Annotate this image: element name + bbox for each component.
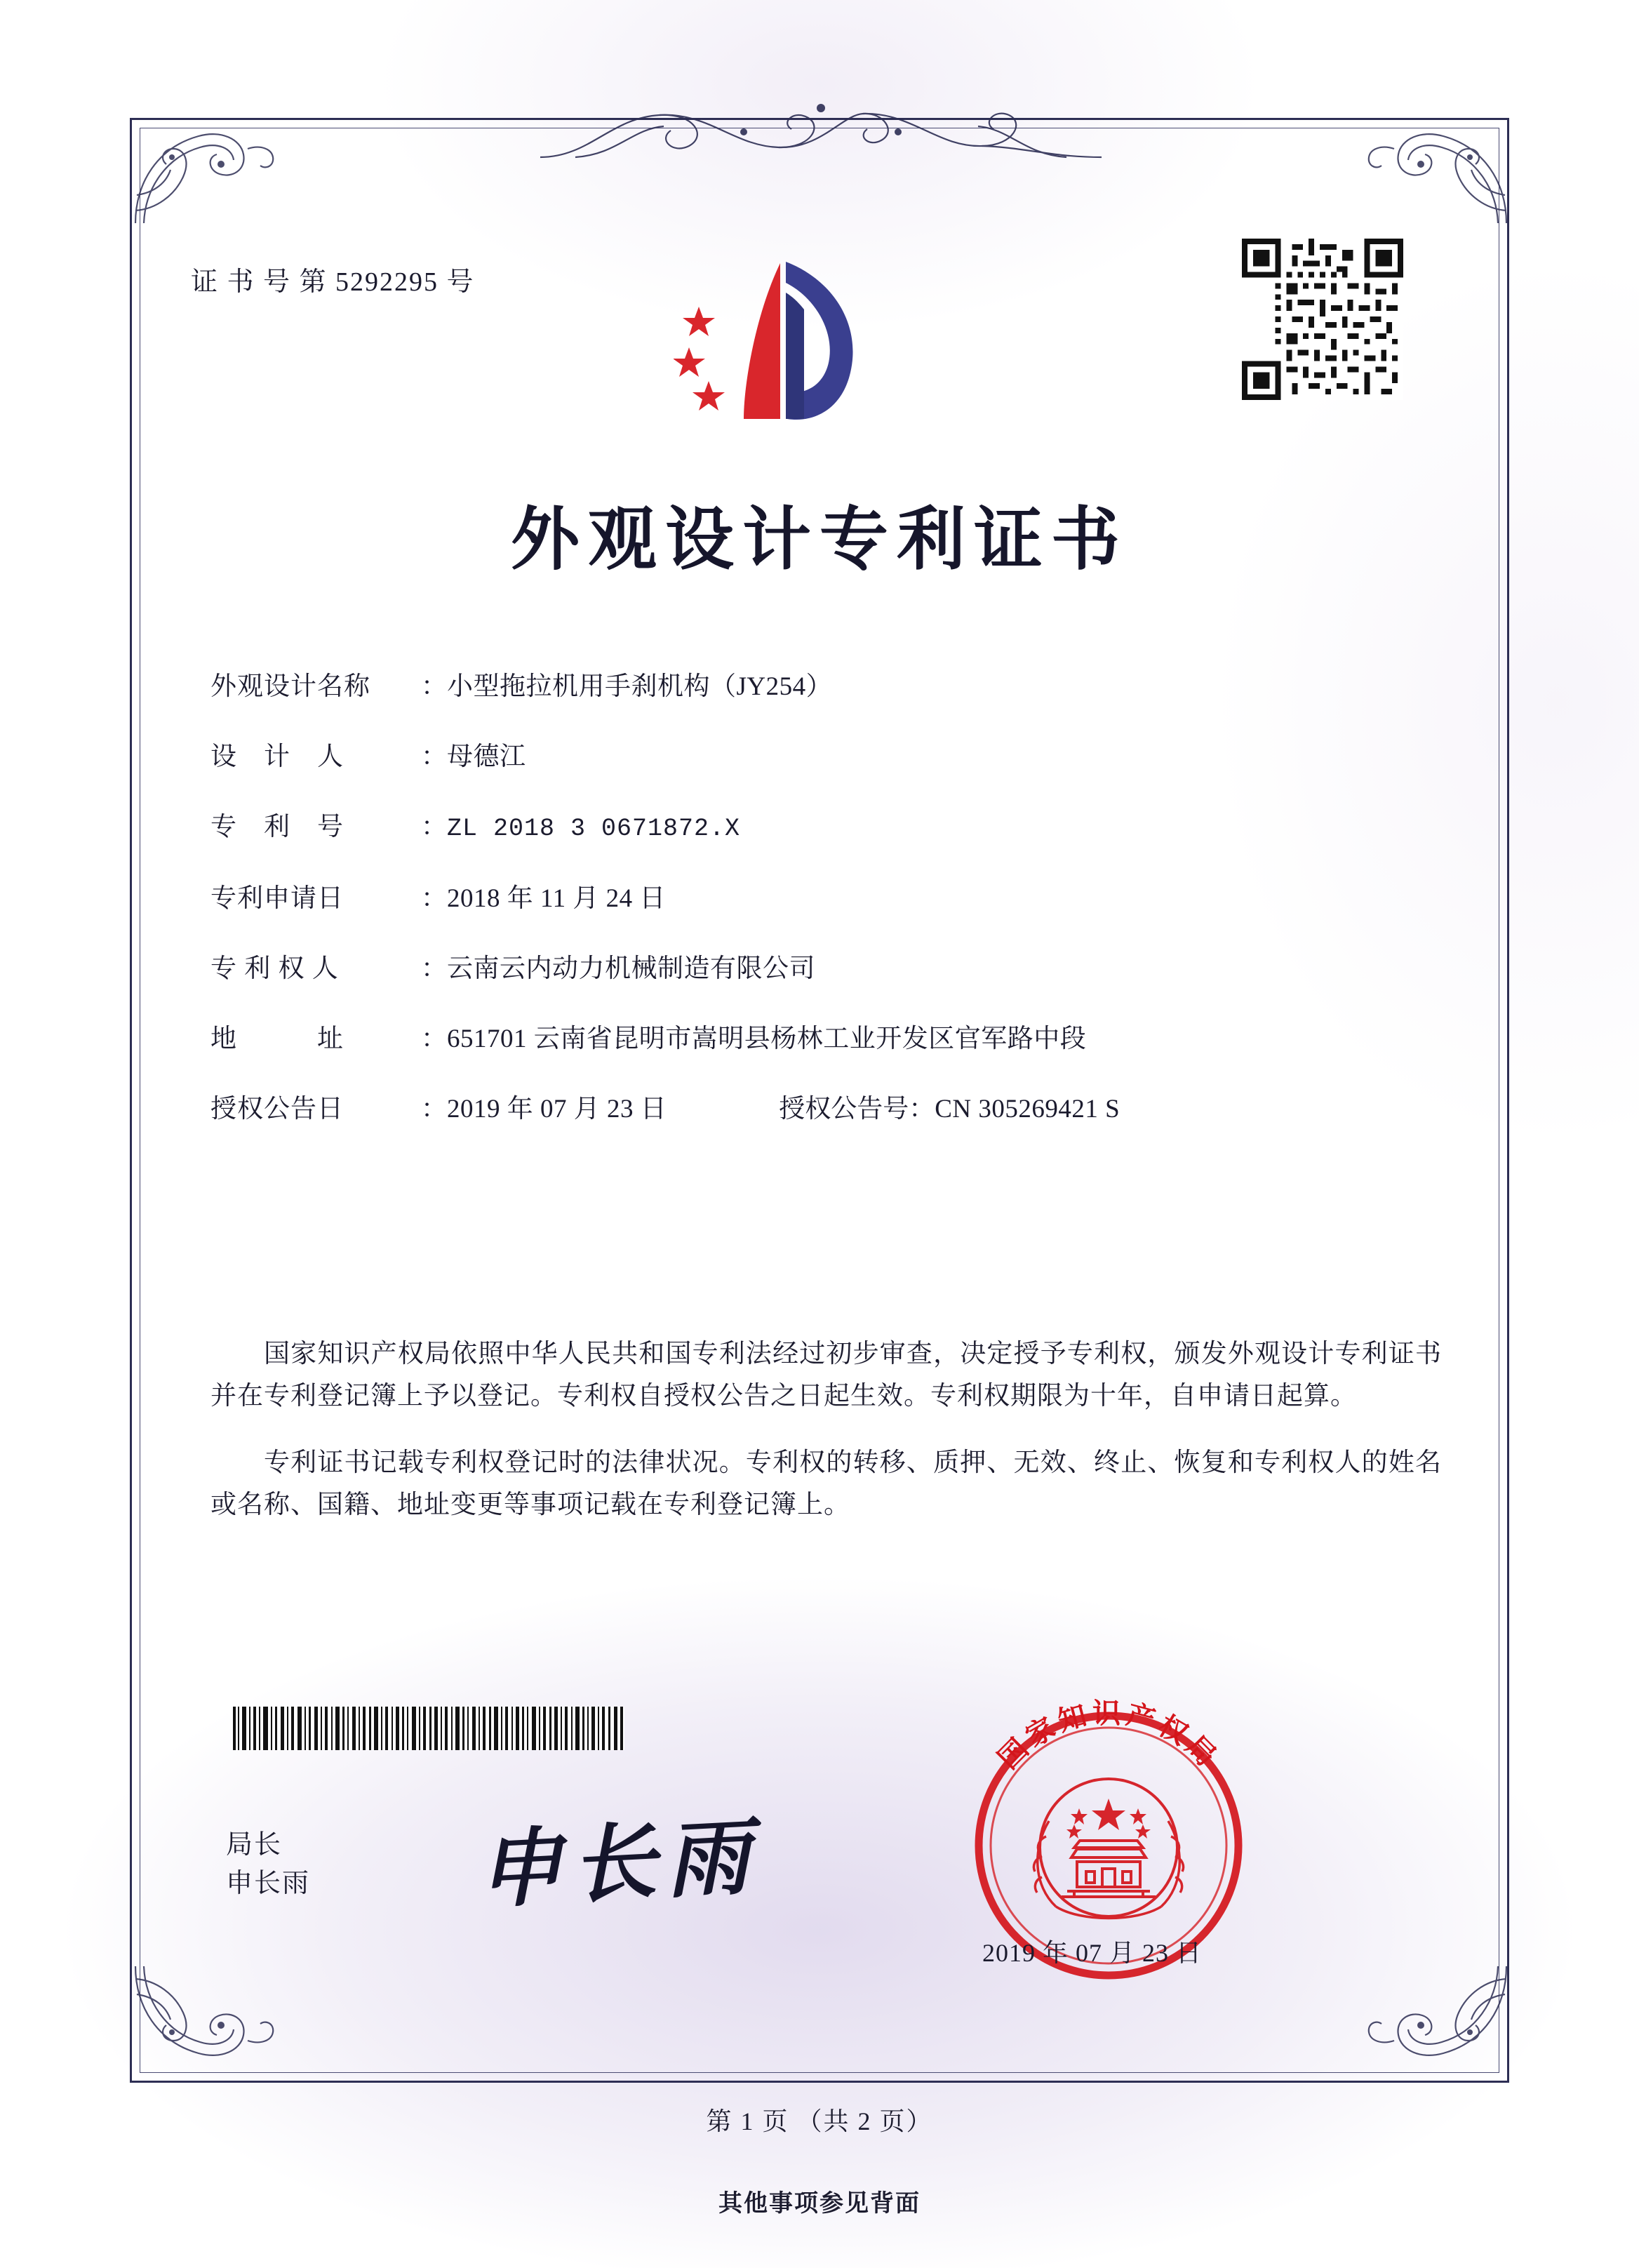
corner-ornament-top-left [123, 105, 284, 232]
page-number: 第 1 页 （共 2 页） [706, 2107, 933, 2135]
field-label: 专利申请日 [210, 883, 344, 913]
field-label: 地 址 [210, 1024, 344, 1053]
legal-paragraph-2: 专利证书记载专利权登记时的法律状况。专利权的转移、质押、无效、终止、恢复和专利权人的姓名或名称、国籍、地址变更等事项记载在专利登记簿上。 [210, 1448, 1442, 1519]
field-patentee [210, 952, 1445, 986]
signature-role: 局长 [226, 1830, 283, 1860]
field-list [210, 670, 1445, 1160]
handwritten-signature: 申长雨 [475, 1806, 762, 1921]
field-design-name [210, 670, 1445, 704]
field-address [210, 1022, 1445, 1056]
field-patent-number [210, 811, 1445, 846]
field-colon: ： [421, 813, 447, 842]
top-ornament [533, 90, 1109, 167]
grant-date-colon: ： [421, 1094, 447, 1123]
certificate-number: 证 书 号 第 5292295 号 [191, 267, 475, 297]
back-side-note: 其他事项参见背面 [718, 2191, 921, 2217]
field-label: 专 利 号 [210, 813, 344, 842]
page-title: 外观设计专利证书 [510, 499, 1128, 580]
grant-number-colon: ： [909, 1094, 935, 1123]
field-label: 专 利 权 人 [210, 954, 339, 983]
field-colon: ： [421, 883, 447, 913]
field-grant-announcement [210, 1093, 1445, 1126]
qr-code [1242, 239, 1403, 400]
grant-number-label: 授权公告号 [779, 1094, 909, 1123]
field-value: 小型拖拉机用手刹机构（JY254） [447, 672, 833, 701]
field-value: ZL 2018 3 0671872.X [447, 815, 741, 843]
field-colon: ： [421, 954, 447, 983]
field-value: 651701 云南省昆明市嵩明县杨林工业开发区官军路中段 [447, 1024, 1087, 1053]
corner-ornament-bottom-left [123, 1958, 284, 2084]
grant-date-value: 2019 年 07 月 23 日 [447, 1094, 667, 1123]
corner-ornament-top-right [1358, 105, 1519, 232]
seal-date: 2019 年 07 月 23 日 [982, 1939, 1203, 1967]
corner-ornament-bottom-right [1358, 1958, 1519, 2084]
cnipa-logo-icon [674, 242, 884, 446]
svg-text:国家知识产权局: 国家知识产权局 [991, 1697, 1226, 1776]
field-colon: ： [421, 1024, 447, 1053]
field-colon: ： [421, 742, 447, 772]
grant-date-label: 授权公告日 [210, 1094, 344, 1123]
field-label: 外观设计名称 [210, 672, 370, 701]
field-value: 云南云内动力机械制造有限公司 [447, 954, 815, 983]
field-label: 设 计 人 [210, 742, 344, 772]
barcode [232, 1707, 624, 1750]
legal-paragraph-1: 国家知识产权局依照中华人民共和国专利法经过初步审查，决定授予专利权，颁发外观设计专利证书并在专利登记簿上予以登记。专利权自授权公告之日起生效。专利权期限为十年，自申请日起算。 [210, 1340, 1442, 1410]
signature-name: 申长雨 [226, 1869, 311, 1899]
field-value: 2018 年 11 月 24 日 [447, 883, 666, 913]
field-value: 母德江 [447, 742, 526, 772]
signature-block [226, 1826, 310, 1903]
field-application-date [210, 882, 1445, 916]
field-colon: ： [421, 672, 447, 701]
grant-number-value: CN 305269421 S [935, 1094, 1120, 1123]
field-designer [210, 740, 1445, 774]
